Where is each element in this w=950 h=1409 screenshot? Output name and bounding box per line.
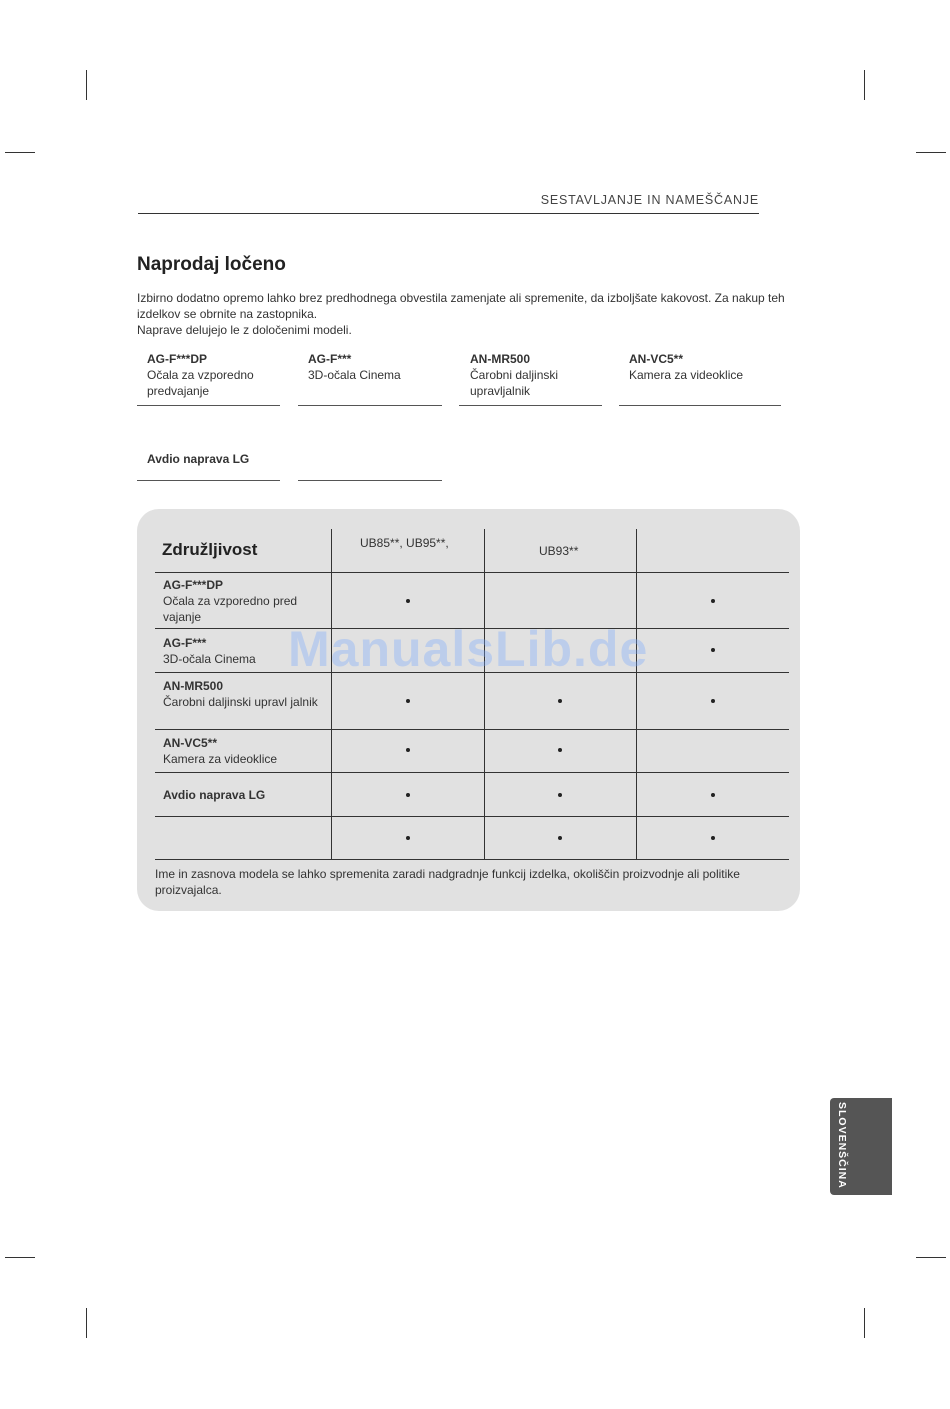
compat-dot — [711, 599, 715, 603]
accessory-code: AG-F***DP — [147, 352, 208, 366]
accessory-desc: Kamera za videoklice — [629, 368, 744, 382]
compat-dot — [558, 699, 562, 703]
table-row-label — [163, 635, 323, 667]
accessory-item — [308, 351, 452, 383]
row-desc: Kamera za videoklice — [163, 752, 278, 766]
table-rule — [155, 816, 789, 817]
accessory-desc: Očala za vzporedno predvajanje — [147, 368, 254, 398]
compat-dot — [558, 748, 562, 752]
accessory-code: Avdio naprava LG — [147, 452, 250, 466]
accessory-item — [470, 351, 600, 399]
compat-dot — [711, 648, 715, 652]
row-code: AG-F***DP — [163, 578, 224, 592]
table-row-label — [163, 577, 323, 625]
watermark: ManualsLib.de — [288, 621, 649, 677]
accessory-item — [147, 351, 291, 399]
accessory-desc: Čarobni daljinski upravljalnik — [470, 368, 559, 398]
row-code: AG-F*** — [163, 636, 207, 650]
row-code: AN-MR500 — [163, 679, 224, 693]
table-rule — [155, 729, 789, 730]
accessory-rule — [459, 405, 602, 406]
row-code: AN-VC5** — [163, 736, 218, 750]
intro-paragraph: Izbirno dodatno opremo lahko brez predhodnega obvestila zamenjate ali spremenite, da izboljšate kakovost. Za nakup teh izdelkov se obrnite na zastopnika. — [137, 291, 785, 321]
compatibility-note: Ime in zasnova modela se lahko spremenita zaradi nadgradnje funkcij izdelka, okoliščin proizvodnje ali politike proizvajalca. — [155, 867, 740, 897]
table-row-label — [163, 678, 323, 710]
section-header: SESTAVLJANJE IN NAMEŠČANJE — [540, 193, 759, 207]
compat-dot — [558, 836, 562, 840]
intro-text — [137, 290, 787, 338]
table-rule — [155, 628, 789, 629]
language-tab-label: SLOVENŠČINA — [836, 1102, 848, 1189]
compat-dot — [711, 836, 715, 840]
accessory-rule — [137, 480, 280, 481]
intro-paragraph: Naprave delujejo le z določenimi modeli. — [137, 323, 352, 337]
compatibility-title: Združljivost — [162, 540, 258, 559]
crop-mark — [5, 1257, 35, 1258]
accessory-desc: 3D-očala Cinema — [308, 368, 401, 382]
row-desc: 3D-očala Cinema — [163, 652, 256, 666]
table-rule — [155, 772, 789, 773]
crop-mark — [86, 1308, 87, 1338]
crop-mark — [916, 152, 946, 153]
header-rule — [138, 213, 759, 214]
column-header: UB93** — [539, 544, 579, 558]
accessory-code: AN-VC5** — [629, 352, 684, 366]
table-rule — [155, 859, 789, 860]
table-rule — [155, 672, 789, 673]
compat-dot — [406, 699, 410, 703]
accessory-rule — [298, 480, 442, 481]
row-code: Avdio naprava LG — [163, 788, 266, 802]
table-row-label — [163, 735, 323, 767]
crop-mark — [864, 70, 865, 100]
crop-mark — [86, 70, 87, 100]
compat-dot — [558, 793, 562, 797]
compat-dot — [406, 599, 410, 603]
table-rule — [155, 572, 789, 573]
column-header: UB85**, UB95**, — [360, 536, 449, 550]
row-desc: Očala za vzporedno pred vajanje — [163, 594, 298, 624]
accessory-rule — [137, 405, 280, 406]
accessory-rule — [619, 405, 781, 406]
crop-mark — [916, 1257, 946, 1258]
compat-dot — [711, 793, 715, 797]
compat-dot — [406, 793, 410, 797]
accessory-rule — [298, 405, 442, 406]
accessory-item — [147, 451, 291, 467]
table-divider — [636, 529, 637, 860]
row-desc: Čarobni daljinski upravl jalnik — [163, 695, 318, 709]
compat-dot — [406, 836, 410, 840]
accessory-code: AN-MR500 — [470, 352, 531, 366]
compat-dot — [711, 699, 715, 703]
compat-dot — [406, 748, 410, 752]
table-divider — [484, 529, 485, 860]
accessory-item — [629, 351, 779, 383]
page-title: Naprodaj ločeno — [137, 254, 286, 275]
table-row-label — [163, 787, 323, 803]
crop-mark — [864, 1308, 865, 1338]
compatibility-panel — [137, 509, 800, 911]
crop-mark — [5, 152, 35, 153]
table-divider — [331, 529, 332, 860]
accessory-code: AG-F*** — [308, 352, 352, 366]
